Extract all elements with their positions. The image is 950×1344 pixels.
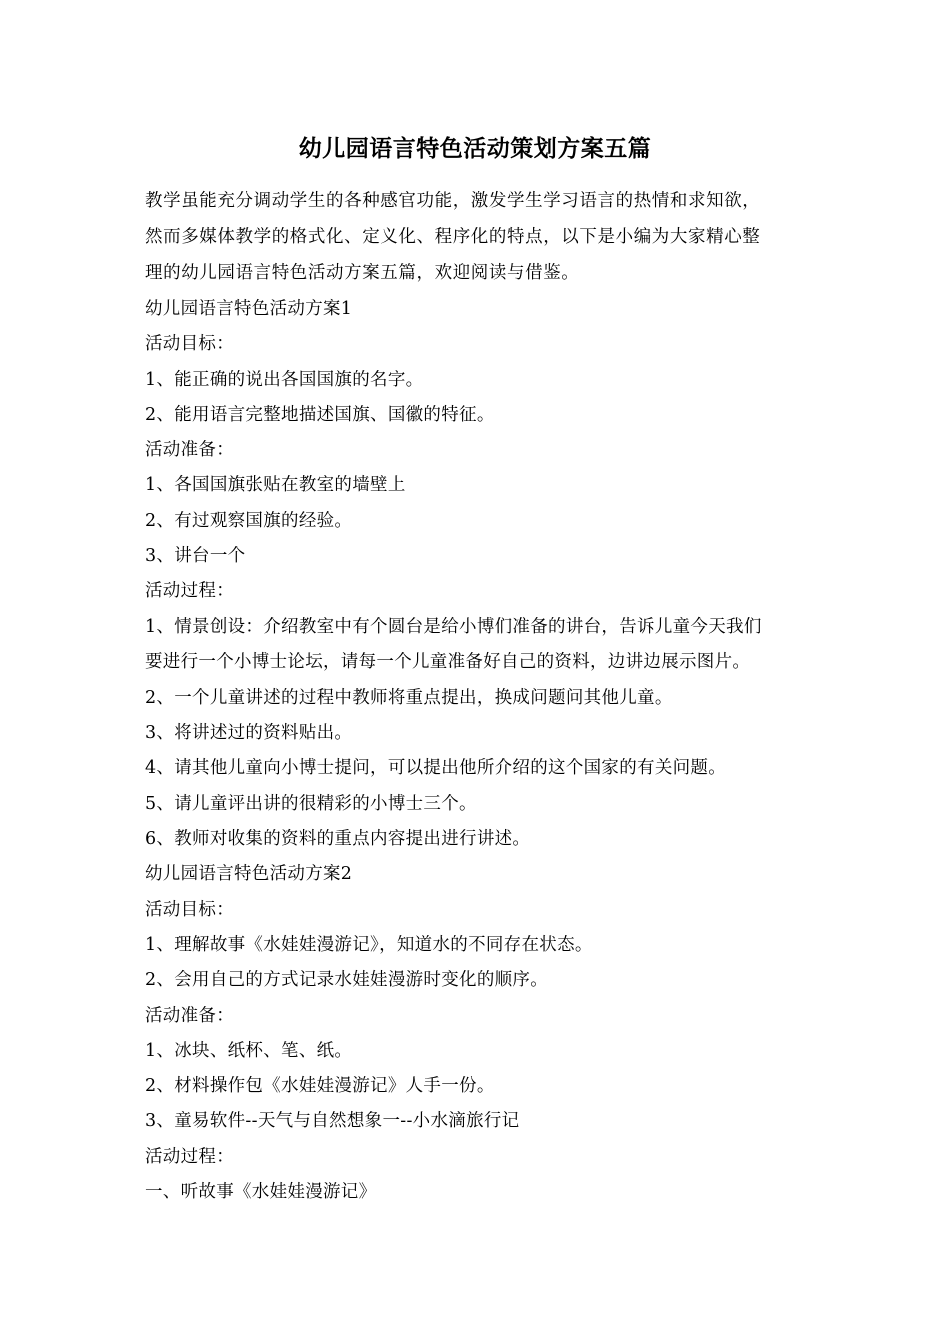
list-item: 1、理解故事《水娃娃漫游记》，知道水的不同存在状态。 [145, 934, 593, 955]
list-item: 5、请儿童评出讲的很精彩的小博士三个。 [145, 793, 477, 814]
list-item: 1、能正确的说出各国国旗的名字。 [145, 369, 424, 390]
document-body [145, 292, 825, 1210]
subheading: 活动目标： [145, 899, 234, 920]
list-item: 4、请其他儿童向小博士提问，可以提出他所介绍的这个国家的有关问题。 [145, 758, 727, 779]
subheading: 活动准备： [145, 1005, 234, 1026]
section-heading: 幼儿园语言特色活动方案2 [145, 864, 353, 885]
subheading: 活动过程： [145, 1146, 234, 1167]
section-heading: 幼儿园语言特色活动方案1 [145, 299, 353, 319]
list-item: 3、将讲述过的资料贴出。 [145, 723, 353, 744]
list-item: 2、材料操作包《水娃娃漫游记》人手一份。 [145, 1076, 495, 1097]
list-item: 2、有过观察国旗的经验。 [145, 510, 353, 531]
subheading: 活动目标： [145, 334, 234, 355]
list-item: 3、童易软件--天气与自然想象一--小水滴旅行记 [145, 1111, 520, 1132]
subheading: 活动过程： [145, 581, 234, 602]
intro-line: 然而多媒体教学的格式化、定义化、程序化的特点，以下是小编为大家精心整 [145, 227, 761, 247]
intro-paragraph [145, 183, 815, 291]
list-item: 2、一个儿童讲述的过程中教师将重点提出，换成问题问其他儿童。 [145, 687, 673, 708]
intro-line: 理的幼儿园语言特色活动方案五篇，欢迎阅读与借鉴。 [145, 263, 580, 283]
list-item: 1、情景创设：介绍教室中有个圆台是给小博们准备的讲台，告诉儿童今天我们 [145, 616, 762, 637]
list-item-continued: 要进行一个小博士论坛，请每一个儿童准备好自己的资料，边讲边展示图片。 [145, 652, 751, 673]
list-item: 3、讲台一个 [145, 546, 246, 567]
subheading: 活动准备： [145, 440, 234, 461]
list-item: 2、能用语言完整地描述国旗、国徽的特征。 [145, 404, 495, 425]
intro-line: 教学虽能充分调动学生的各种感官功能，激发学生学习语言的热情和求知欲， [145, 191, 761, 211]
list-item: 1、冰块、纸杯、笔、纸。 [145, 1040, 353, 1061]
list-item: 2、会用自己的方式记录水娃娃漫游时变化的顺序。 [145, 970, 549, 991]
list-item: 一、听故事《水娃娃漫游记》 [145, 1182, 377, 1203]
document-title: 幼儿园语言特色活动策划方案五篇 [298, 135, 652, 162]
list-item: 6、教师对收集的资料的重点内容提出进行讲述。 [145, 829, 531, 850]
list-item: 1、各国国旗张贴在教室的墙壁上 [145, 475, 406, 496]
